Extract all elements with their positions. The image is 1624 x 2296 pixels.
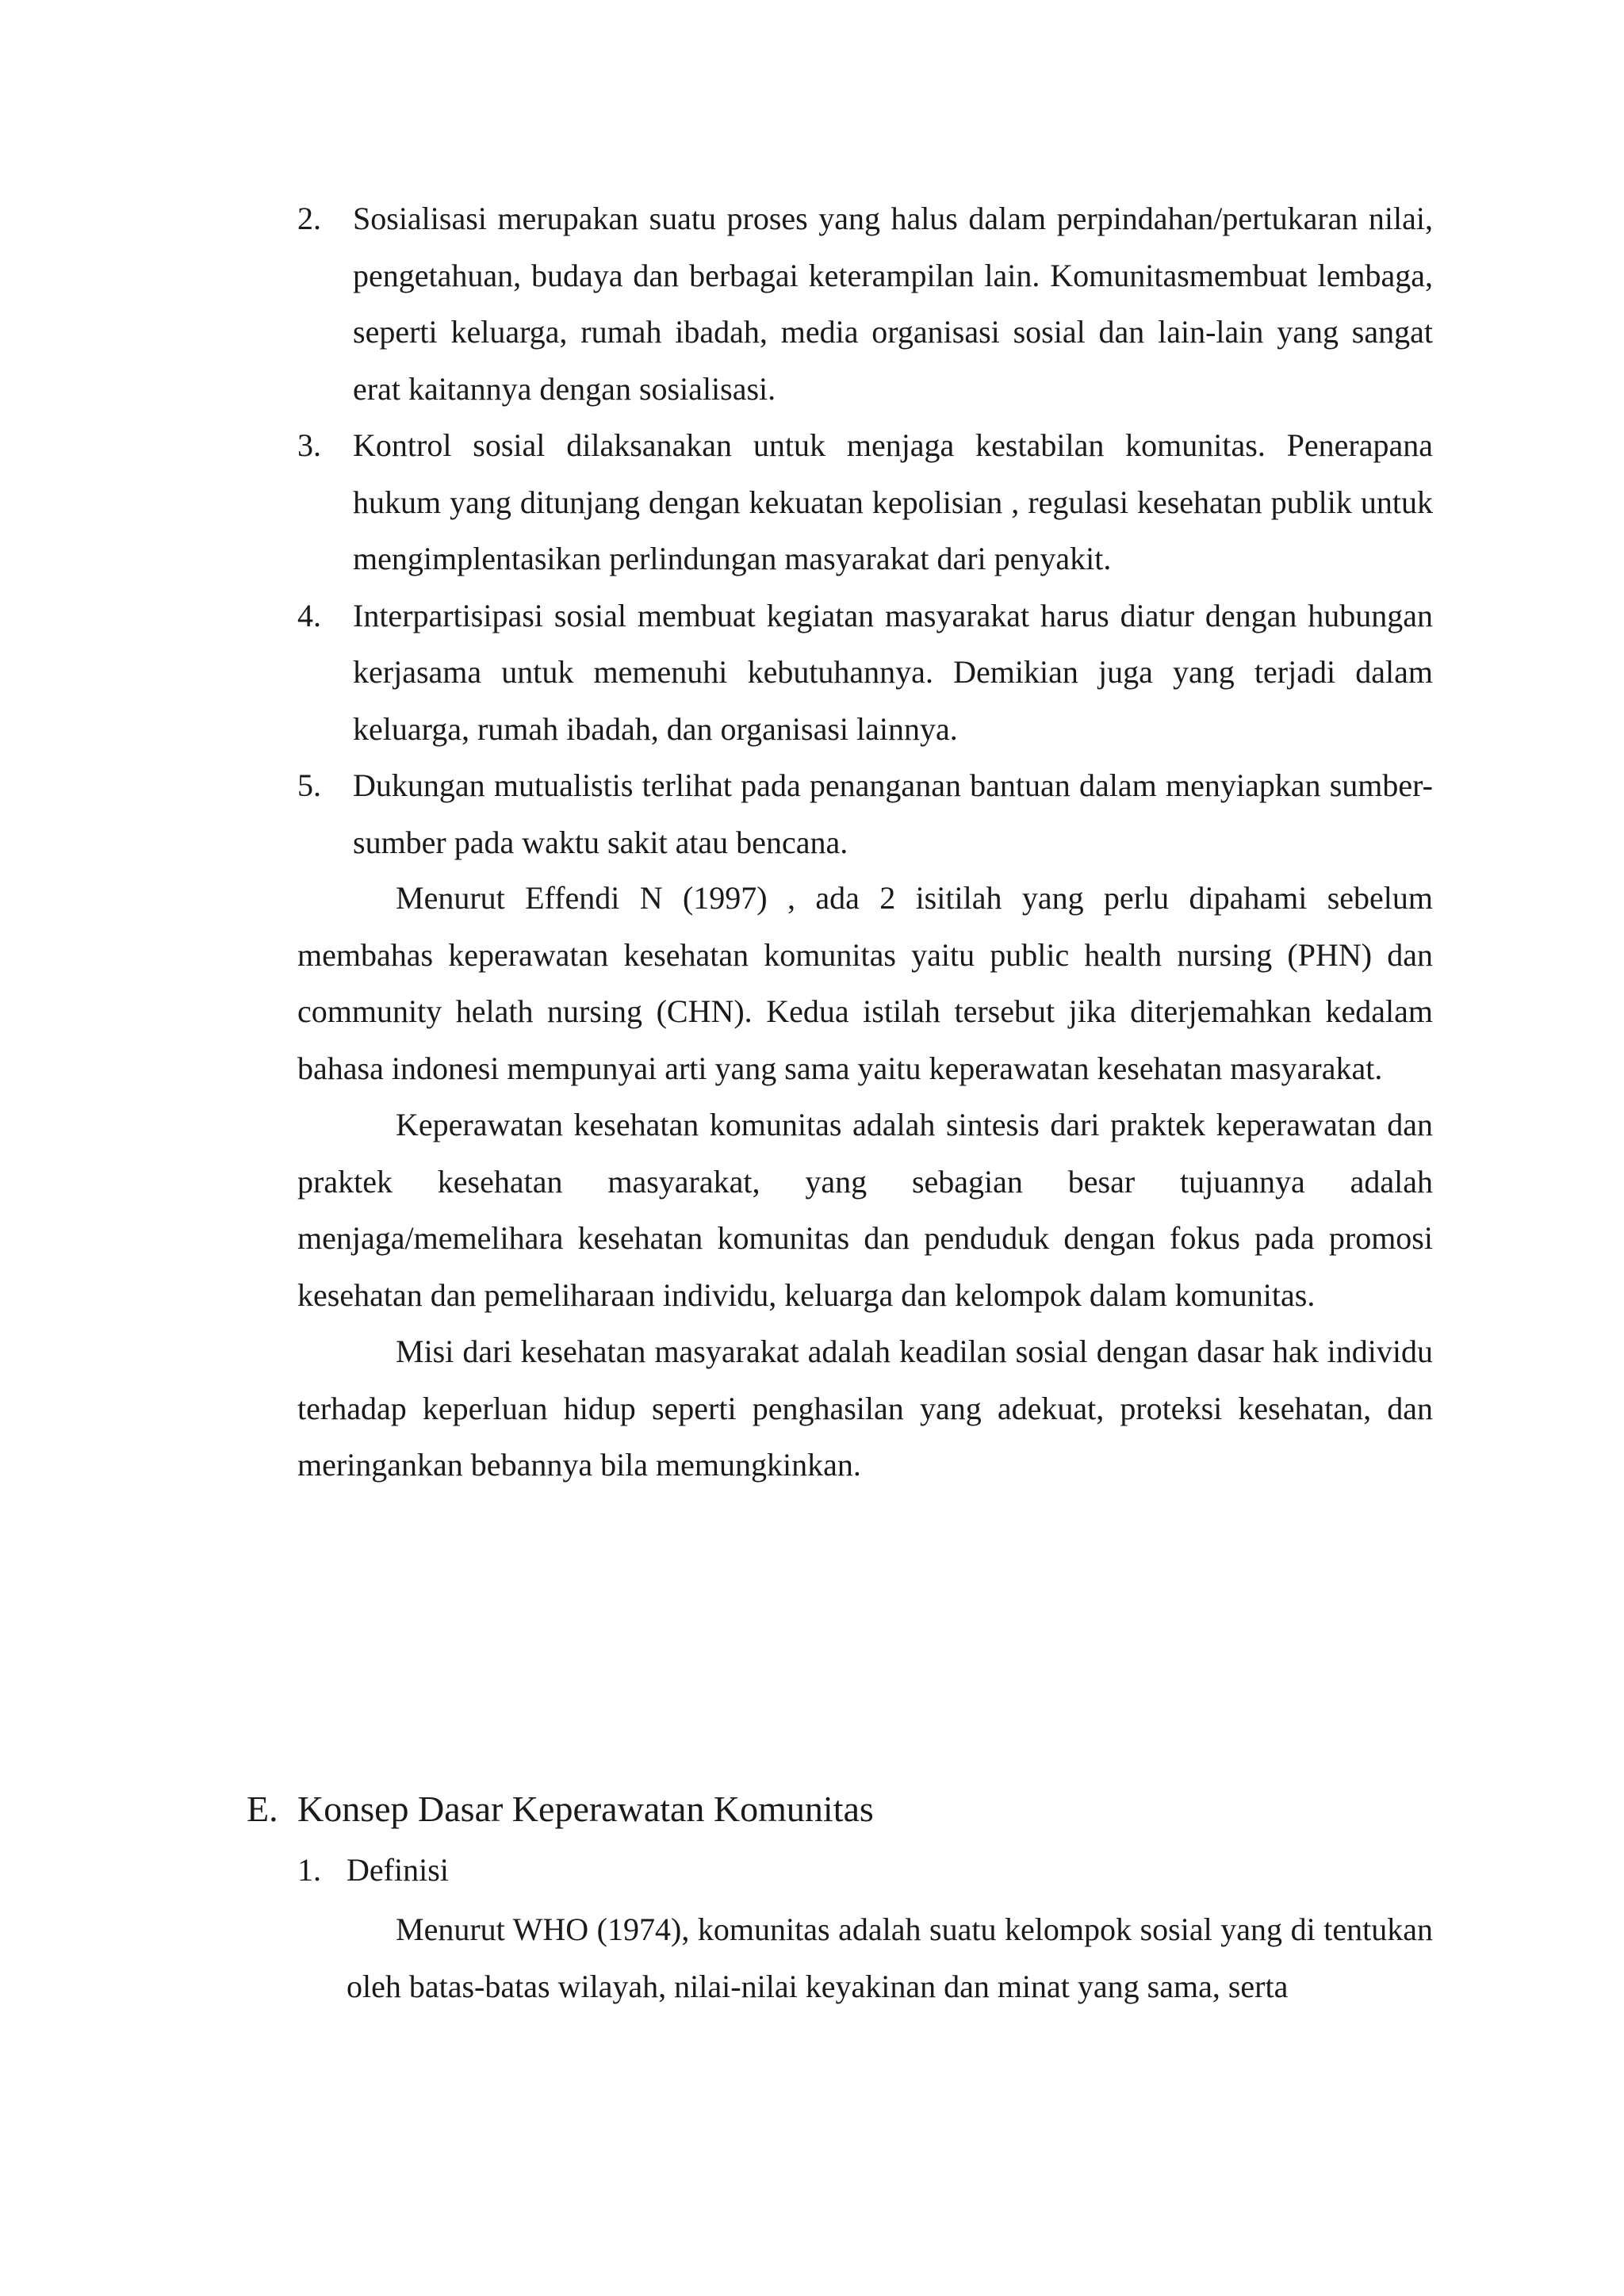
subsection-paragraph: Menurut WHO (1974), komunitas adalah suatu kelompok sosial yang di tentukan oleh batas-batas wilayah, nilai-nilai keyakinan dan minat yang sama, serta [347, 1911, 1433, 2004]
body-paragraphs [297, 870, 1433, 1494]
subsection-number: 1. [297, 1852, 321, 1888]
subsection-heading [297, 1843, 449, 1897]
subsection-title: Definisi [347, 1852, 449, 1888]
list-item [297, 190, 1433, 417]
list-item-text: Sosialisasi merupakan suatu proses yang halus dalam perpindahan/pertukaran nilai, pengetahuan, budaya dan berbagai keterampilan lain. Komunitasmembuat lembaga, seperti keluarga, rumah ibadah, media organisasi sosial dan lain-lain yang sangat erat kaitannya dengan sosialisasi. [353, 201, 1433, 407]
paragraph: Misi dari kesehatan masyarakat adalah keadilan sosial dengan dasar hak individu terhadap keperluan hidup seperti penghasilan yang adekuat, proteksi kesehatan, dan meringankan bebannya bila memungkinkan. [297, 1334, 1433, 1483]
section-title: Konsep Dasar Keperawatan Komunitas [297, 1789, 874, 1829]
list-item-text: Kontrol sosial dilaksanakan untuk menjaga kestabilan komunitas. Penerapana hukum yang ditunjang dengan kekuatan kepolisian , regulasi kesehatan publik untuk mengimplentasikan perlindungan masyarakat dari penyakit. [353, 427, 1433, 576]
list-item-number: 5. [297, 767, 321, 803]
list-item-number: 2. [297, 201, 321, 236]
section-letter: E. [247, 1789, 278, 1829]
list-item-number: 3. [297, 427, 321, 463]
list-item [297, 587, 1433, 758]
paragraph: Menurut Effendi N (1997) , ada 2 isitilah yang perlu dipahami sebelum membahas keperawatan kesehatan komunitas yaitu public health nursing (PHN) dan community helath nursing (CHN). Kedua istilah tersebut jika diterjemahkan kedalam bahasa indonesi mempunyai arti yang sama yaitu keperawatan kesehatan masyarakat. [297, 880, 1433, 1086]
paragraph: Keperawatan kesehatan komunitas adalah sintesis dari praktek keperawatan dan praktek kesehatan masyarakat, yang sebagian besar tujuannya adalah menjaga/memelihara kesehatan komunitas dan penduduk dengan fokus pada promosi kesehatan dan pemeliharaan individu, keluarga dan kelompok dalam komunitas. [297, 1107, 1433, 1313]
list-item-text: Dukungan mutualistis terlihat pada penanganan bantuan dalam menyiapkan sumber-sumber pada waktu sakit atau bencana. [353, 767, 1433, 860]
list-item-text: Interpartisipasi sosial membuat kegiatan masyarakat harus diatur dengan hubungan kerjasama untuk memenuhi kebutuhannya. Demikian juga yang terjadi dalam keluarga, rumah ibadah, dan organisasi lainnya. [353, 597, 1433, 747]
list-item-number: 4. [297, 597, 321, 633]
numbered-list [297, 190, 1433, 871]
list-item [297, 757, 1433, 871]
section-heading [247, 1782, 1436, 1836]
list-item [297, 417, 1433, 587]
